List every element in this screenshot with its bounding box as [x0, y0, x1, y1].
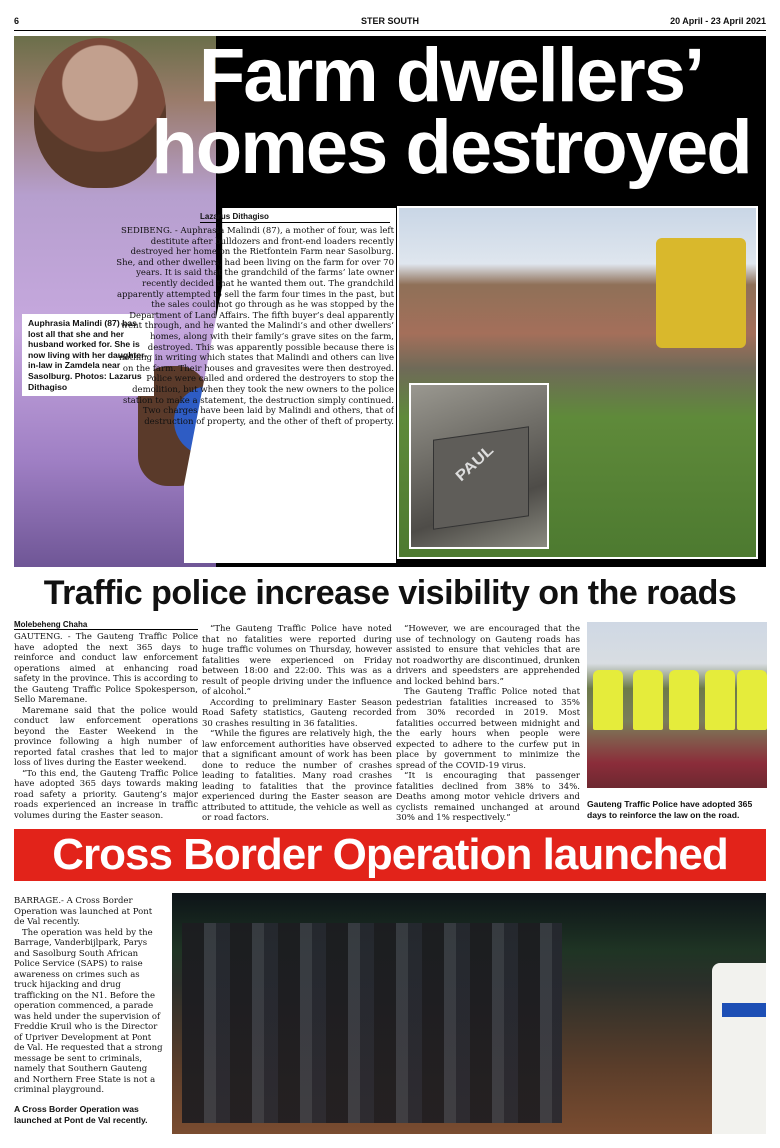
- article-column-story3: [14, 896, 164, 1100]
- photo-demolition-site: [397, 206, 758, 559]
- article-column-1: [14, 632, 198, 826]
- headline-traffic-police: Traffic police increase visibility on the roads: [43, 574, 737, 612]
- article-column-3: [396, 624, 580, 826]
- issue-date: 20 April - 23 April 2021: [670, 16, 766, 26]
- headline-farm-dwellers: Farm dwellers’ homes destroyed: [151, 33, 751, 190]
- article-column-2: [202, 624, 392, 826]
- paragraph: “The Gauteng Traffic Police have noted that no fatalities were reported during huge traffic volumes on Thursday, however fatalities were experienced on Friday between 18:00 and 22:00. This was as a result of people driving under the influence of alcohol.”: [202, 624, 392, 697]
- paragraph: According to preliminary Easter Season Road Safety statistics, Gauteng recorded 30 crashes resulting in 36 fatalities.: [202, 697, 392, 729]
- paragraph: GAUTENG. - The Gauteng Traffic Police have adopted the next 365 days to reinforce and conduct law enforcement operations aimed at enhancing road safety in the province. This is according to the Gauteng Traffic Police Spokesperson, Sello Maremane.: [14, 632, 198, 705]
- paragraph: Maremane said that the police would conduct law enforcement operations beyond the Easter Weekend in the province following a high number of reported fatal crashes that led to major loss of lives during the Easter weekend.: [14, 705, 198, 768]
- officer-figure: [633, 670, 663, 730]
- officer-figure: [705, 670, 735, 730]
- paragraph: The operation was held by the Barrage, Vanderbijlpark, Parys and Sasolburg South African Police Service (SAPS) to raise awareness on crimes such as truck hijacking and drug trafficking on the N1. Before the operation commenced, a parade was held under the supervision of Freddie Kruil who is the Director of Upriver Development at Pont de Val. He requested that a strong message be sent to criminals, namely that Southern Gauteng and Northern Free State is not a criminal playground.: [14, 927, 163, 1095]
- headline-cross-border: Cross Border Operation launched: [52, 830, 728, 879]
- page-number: 6: [14, 16, 20, 26]
- officer-figure: [669, 670, 699, 730]
- paper-name: STER SOUTH: [360, 16, 419, 26]
- article-body-story1: SEDIBENG. - Auphrasia Malindi (87), a mother of four, was left destitute after bulldozers and front-end loaders recently destroyed her home on the Rietfontein Farm near Sasolburg. She, and other dwellers, had been living on the farm for over 70 years. It is said that the grandchild of the farms’ late owner recently decided that he wanted them out. The grandchild apparently attempted to sell the farm four times in the past, but the sales could not go through as he was stopped by the Department of Land Affairs. The fifth buyer’s deal apparently went through, and he wanted the Malindi’s and other dwellers’ homes, along with their family’s grave sites on the farm, destroyed. This was apparently possible because there is nothing in writing which states that Malindi and others can live on the farm. Their houses and gravesites were then destroyed. Police were called and ordered the destroyers to stop the demolition, but when they took the new owners to the police station to make a statement, the destruction simply continued. Two charges have been laid by Malindi and others, that of destruction of property, and the other of theft of property.: [116, 226, 394, 427]
- byline-story1: Lazarus Dithagiso: [200, 212, 390, 223]
- paragraph: “It is encouraging that passenger fatalities declined from 38% to 34%. Deaths among motor vehicle drivers and cyclists remained unchanged at around 30% and 1% respectively.”: [396, 771, 580, 823]
- paragraph: The Gauteng Traffic Police noted that pedestrian fatalities increased to 35% from 30% recorded in 2019. Most fatalities occurred between midnight and the early hours when people were expected to adhere to the curfew put in place by government to minimize the spread of the COVID-19 virus.: [396, 687, 580, 771]
- folio: [14, 16, 766, 30]
- story-farm-dwellers: [14, 33, 766, 567]
- photo-police-parade: [172, 893, 766, 1134]
- paragraph: “To this end, the Gauteng Traffic Police have adopted 365 days towards making road safety a priority. Gauteng’s major roads experienced an increase in traffic volumes during the Easter season.: [14, 768, 198, 821]
- gravestone-text: PAUL: [452, 442, 497, 485]
- police-line-figure: [182, 923, 562, 1123]
- photo-caption-malindi: Auphrasia Malindi (87) has lost all that she and her husband worked for. She is now living with her daughter-in-law in Zamdela near Sasolburg. Photos: Lazarus Dithagiso: [22, 314, 154, 396]
- officer-figure: [737, 670, 767, 730]
- photo-caption-traffic: Gauteng Traffic Police have adopted 365 days to reinforce the law on the road.: [587, 799, 753, 820]
- police-vehicle-figure: [712, 963, 766, 1134]
- byline-story2: Molebeheng Chaha: [14, 620, 198, 630]
- folio-rule: [14, 30, 766, 31]
- photo-inset-gravestone: [409, 383, 549, 549]
- officer-figure: [593, 670, 623, 730]
- photo-caption-cross-border: A Cross Border Operation was launched at Pont de Val recently.: [14, 1104, 148, 1125]
- paragraph: “While the figures are relatively high, the law enforcement authorities have observed that a significant amount of work has been done to reduce the number of crashes leading to fatalities. Many road crashes leading to fatalities that the province experienced during the Easter season are attributed to attitude, the vehicle as well as or road factors.: [202, 729, 392, 823]
- paragraph: BARRAGE.- A Cross Border Operation was launched at Pont de Val recently.: [14, 896, 153, 927]
- photo-traffic-officers: [587, 622, 767, 788]
- gravestone-figure: [433, 426, 529, 529]
- excavator-figure: [656, 238, 746, 348]
- paragraph: “However, we are encouraged that the use of technology on Gauteng roads has assisted to ensure that vehicles that are not roadworthy are discontinued, drunken drivers and speedsters are apprehended and locked behind bars.”: [396, 624, 580, 687]
